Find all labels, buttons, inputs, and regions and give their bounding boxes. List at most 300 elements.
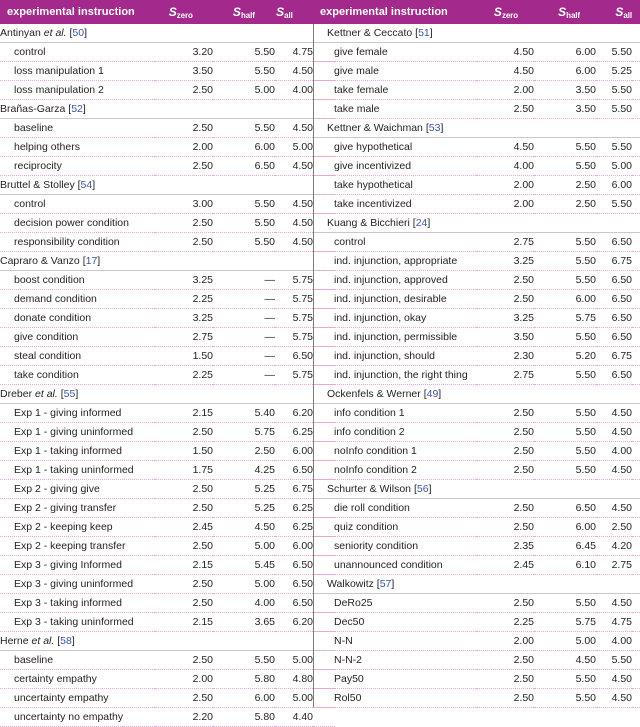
- study-group-row: [313, 575, 640, 594]
- instruction-label: donate condition: [0, 309, 155, 328]
- value-s-zero: 2.35: [476, 537, 534, 556]
- header-half-right: [313, 0, 640, 24]
- instruction-label: control: [0, 195, 155, 214]
- value-s-zero: 3.50: [476, 328, 534, 347]
- row-end-spacer: [632, 461, 640, 480]
- table-row: [313, 537, 640, 556]
- value-s-all: 5.50: [596, 651, 632, 670]
- value-s-all: 4.50: [275, 195, 313, 214]
- value-s-all: 6.50: [596, 233, 632, 252]
- value-s-zero: 3.25: [155, 271, 213, 290]
- value-s-zero: 2.50: [155, 233, 213, 252]
- value-s-zero: 2.50: [155, 499, 213, 518]
- value-s-all: 5.25: [596, 62, 632, 81]
- value-s-all: 4.50: [596, 423, 632, 442]
- study-name: Kettner & Ceccato: [327, 27, 416, 39]
- study-name: Antinyan: [0, 27, 44, 39]
- table-row: [313, 328, 640, 347]
- row-end-spacer: [632, 404, 640, 423]
- value-s-half: 2.50: [213, 442, 275, 461]
- value-s-half: 5.80: [213, 670, 275, 689]
- instruction-label: Exp 3 - giving uninformed: [0, 575, 155, 594]
- citation-number[interactable]: 53: [428, 122, 441, 134]
- value-s-half: 5.50: [213, 119, 275, 138]
- header-s-all-left-sub: all: [284, 11, 293, 20]
- value-s-half: 5.75: [534, 309, 596, 328]
- study-group-row: [0, 100, 335, 119]
- value-s-all: 4.50: [275, 62, 313, 81]
- row-end-spacer: [632, 233, 640, 252]
- study-group-label: [0, 100, 335, 119]
- study-group-row: [0, 176, 335, 195]
- value-s-zero: 2.50: [476, 689, 534, 708]
- table-row: [0, 499, 335, 518]
- citation-bracket-open: [: [60, 388, 64, 400]
- row-end-spacer: [632, 157, 640, 176]
- table-header-row: [0, 0, 640, 24]
- instruction-label: DeRo25: [313, 594, 476, 613]
- value-s-half: —: [213, 309, 275, 328]
- instruction-label: Exp 2 - keeping keep: [0, 518, 155, 537]
- table-row: [0, 461, 335, 480]
- study-group-label: [313, 575, 640, 594]
- value-s-all: 4.00: [596, 632, 632, 651]
- value-s-all: 5.50: [596, 138, 632, 157]
- citation-bracket-open: [: [82, 255, 86, 267]
- value-s-half: 5.50: [534, 157, 596, 176]
- value-s-half: 6.45: [534, 537, 596, 556]
- row-end-spacer: [632, 499, 640, 518]
- table-right: [313, 24, 640, 708]
- table-row: [0, 309, 335, 328]
- header-s-all-left-base: S: [276, 5, 285, 19]
- value-s-zero: 2.00: [476, 632, 534, 651]
- value-s-half: 4.00: [213, 594, 275, 613]
- value-s-zero: 2.20: [155, 708, 213, 727]
- value-s-all: 6.20: [275, 613, 313, 632]
- value-s-zero: 2.45: [155, 518, 213, 537]
- table-row: [313, 594, 640, 613]
- value-s-all: 4.00: [596, 442, 632, 461]
- value-s-all: 6.00: [596, 176, 632, 195]
- instruction-label: unannounced condition: [313, 556, 476, 575]
- table-row: [313, 62, 640, 81]
- value-s-all: 6.50: [275, 575, 313, 594]
- instruction-label: take hypothetical: [313, 176, 476, 195]
- study-group-label: [0, 24, 335, 43]
- header-s-zero-right-sub: zero: [501, 11, 518, 20]
- instruction-label: boost condition: [0, 271, 155, 290]
- study-group-label: [0, 176, 335, 195]
- value-s-all: 5.75: [275, 290, 313, 309]
- value-s-all: 6.75: [596, 252, 632, 271]
- study-name: Herne: [0, 635, 32, 647]
- table-row: [313, 366, 640, 385]
- study-group-label: [313, 214, 640, 233]
- value-s-zero: 2.50: [155, 119, 213, 138]
- value-s-half: 5.50: [534, 423, 596, 442]
- instruction-label: Exp 1 - taking uninformed: [0, 461, 155, 480]
- value-s-half: —: [213, 271, 275, 290]
- instruction-label: Exp 1 - giving informed: [0, 404, 155, 423]
- value-s-all: 4.50: [596, 461, 632, 480]
- instruction-label: reciprocity: [0, 157, 155, 176]
- value-s-all: 5.50: [596, 195, 632, 214]
- table-row: [0, 556, 335, 575]
- value-s-all: 6.50: [596, 366, 632, 385]
- table-row: [313, 423, 640, 442]
- instruction-label: give hypothetical: [313, 138, 476, 157]
- value-s-all: 4.40: [275, 708, 313, 727]
- value-s-zero: 4.50: [476, 43, 534, 62]
- table-row: [0, 138, 335, 157]
- value-s-zero: 2.00: [476, 81, 534, 100]
- table-row: [0, 670, 335, 689]
- value-s-all: 5.00: [275, 138, 313, 157]
- instruction-label: Exp 1 - giving uninformed: [0, 423, 155, 442]
- instruction-label: give female: [313, 43, 476, 62]
- value-s-half: 6.00: [534, 518, 596, 537]
- table-row: [313, 670, 640, 689]
- table-row: [313, 100, 640, 119]
- value-s-all: 4.75: [596, 613, 632, 632]
- value-s-half: 5.50: [534, 594, 596, 613]
- table-row: [313, 252, 640, 271]
- instruction-label: noInfo condition 1: [313, 442, 476, 461]
- table-row: [0, 404, 335, 423]
- citation-number[interactable]: 24: [415, 217, 428, 229]
- table-row: [313, 632, 640, 651]
- value-s-all: 6.25: [275, 518, 313, 537]
- instruction-label: take incentivized: [313, 195, 476, 214]
- value-s-zero: 2.00: [155, 670, 213, 689]
- instruction-label: helping others: [0, 138, 155, 157]
- value-s-half: 5.50: [534, 138, 596, 157]
- table-row: [313, 290, 640, 309]
- instruction-label: ind. injunction, desirable: [313, 290, 476, 309]
- value-s-half: 5.25: [213, 499, 275, 518]
- instruction-label: certainty empathy: [0, 670, 155, 689]
- value-s-all: 4.80: [275, 670, 313, 689]
- value-s-zero: 2.25: [476, 613, 534, 632]
- value-s-zero: 2.50: [155, 575, 213, 594]
- value-s-zero: 4.50: [476, 138, 534, 157]
- study-et-al: et al.: [43, 27, 67, 39]
- study-group-label: [313, 119, 640, 138]
- value-s-half: 5.00: [213, 537, 275, 556]
- study-group-label: [0, 632, 335, 651]
- citation-number[interactable]: 52: [71, 103, 83, 115]
- table-row: [313, 613, 640, 632]
- study-group-row: [0, 252, 335, 271]
- value-s-half: 6.50: [534, 499, 596, 518]
- value-s-half: 6.00: [534, 62, 596, 81]
- row-end-spacer: [632, 347, 640, 366]
- study-name: Kuang & Bicchieri: [327, 217, 413, 229]
- value-s-zero: 3.20: [155, 43, 213, 62]
- value-s-half: 2.50: [534, 176, 596, 195]
- value-s-half: 5.45: [213, 556, 275, 575]
- value-s-zero: 2.50: [155, 214, 213, 233]
- instruction-label: give condition: [0, 328, 155, 347]
- row-end-spacer: [632, 366, 640, 385]
- value-s-all: 2.75: [596, 556, 632, 575]
- value-s-zero: 2.25: [155, 290, 213, 309]
- instruction-label: ind. injunction, approved: [313, 271, 476, 290]
- value-s-half: 5.50: [534, 404, 596, 423]
- value-s-all: 6.00: [275, 537, 313, 556]
- header-s-all-left: [255, 5, 315, 19]
- citation-bracket-close: ]: [440, 122, 444, 134]
- header-s-all-right: [580, 5, 640, 19]
- value-s-all: 4.50: [596, 499, 632, 518]
- value-s-zero: 2.50: [476, 499, 534, 518]
- instruction-label: N-N-2: [313, 651, 476, 670]
- value-s-zero: 2.75: [155, 328, 213, 347]
- row-end-spacer: [632, 100, 640, 119]
- study-name: Capraro & Vanzo: [0, 255, 83, 267]
- value-s-zero: 4.50: [476, 62, 534, 81]
- value-s-half: —: [213, 290, 275, 309]
- table-column-right: [313, 24, 640, 727]
- row-end-spacer: [632, 176, 640, 195]
- study-group-label: [0, 385, 335, 404]
- value-s-zero: 2.50: [476, 442, 534, 461]
- study-group-row: [0, 24, 335, 43]
- instruction-label: Exp 2 - keeping transfer: [0, 537, 155, 556]
- table-row: [313, 556, 640, 575]
- table-row: [0, 366, 335, 385]
- value-s-zero: 2.00: [476, 195, 534, 214]
- value-s-all: 5.75: [275, 366, 313, 385]
- table-row: [313, 195, 640, 214]
- row-end-spacer: [632, 651, 640, 670]
- table-row: [313, 499, 640, 518]
- citation-number[interactable]: 49: [426, 388, 439, 400]
- header-half-left: [0, 0, 313, 24]
- value-s-zero: 3.25: [476, 252, 534, 271]
- citation-number[interactable]: 17: [85, 255, 98, 267]
- value-s-zero: 1.50: [155, 442, 213, 461]
- table-column-left: [0, 24, 313, 727]
- value-s-zero: 2.50: [155, 689, 213, 708]
- value-s-half: 3.65: [213, 613, 275, 632]
- value-s-all: 4.50: [275, 119, 313, 138]
- instruction-label: control: [313, 233, 476, 252]
- citation-bracket-close: ]: [82, 103, 86, 115]
- value-s-all: 5.75: [275, 309, 313, 328]
- value-s-half: 4.25: [213, 461, 275, 480]
- citation-bracket-open: [: [425, 122, 429, 134]
- value-s-half: 5.25: [213, 480, 275, 499]
- value-s-all: 6.50: [596, 290, 632, 309]
- value-s-all: 6.75: [275, 480, 313, 499]
- value-s-all: 6.50: [275, 347, 313, 366]
- table-row: [0, 271, 335, 290]
- study-group-row: [313, 24, 640, 43]
- row-end-spacer: [632, 271, 640, 290]
- instruction-label: ind. injunction, okay: [313, 309, 476, 328]
- value-s-zero: 2.75: [476, 366, 534, 385]
- row-end-spacer: [632, 309, 640, 328]
- value-s-zero: 2.50: [155, 157, 213, 176]
- value-s-half: 5.50: [534, 328, 596, 347]
- citation-bracket-open: [: [413, 483, 417, 495]
- table-row: [0, 157, 335, 176]
- value-s-all: 5.75: [275, 328, 313, 347]
- value-s-zero: 2.45: [476, 556, 534, 575]
- value-s-zero: 2.50: [155, 537, 213, 556]
- citation-number[interactable]: 56: [416, 483, 429, 495]
- instruction-label: Dec50: [313, 613, 476, 632]
- value-s-half: —: [213, 347, 275, 366]
- value-s-zero: 2.50: [476, 594, 534, 613]
- row-end-spacer: [632, 81, 640, 100]
- value-s-zero: 3.25: [476, 309, 534, 328]
- citation-bracket-close: ]: [84, 27, 87, 39]
- value-s-half: 5.50: [213, 43, 275, 62]
- instruction-label: ind. injunction, should: [313, 347, 476, 366]
- header-s-zero-left-base: S: [168, 5, 177, 19]
- study-group-row: [313, 480, 640, 499]
- instruction-label: decision power condition: [0, 214, 155, 233]
- value-s-zero: 2.00: [155, 138, 213, 157]
- value-s-zero: 2.15: [155, 556, 213, 575]
- row-end-spacer: [632, 442, 640, 461]
- citation-bracket-close: ]: [438, 388, 442, 400]
- table-row: [313, 347, 640, 366]
- study-name: Dreber: [0, 388, 36, 400]
- table-row: [313, 233, 640, 252]
- value-s-all: 4.50: [275, 214, 313, 233]
- table-row: [313, 81, 640, 100]
- instruction-label: take male: [313, 100, 476, 119]
- study-name: Kettner & Waichman: [327, 122, 426, 134]
- value-s-half: 5.50: [534, 271, 596, 290]
- table-row: [313, 309, 640, 328]
- instruction-label: give male: [313, 62, 476, 81]
- value-s-all: 6.20: [275, 404, 313, 423]
- table-row: [0, 347, 335, 366]
- value-s-half: 3.50: [534, 81, 596, 100]
- instruction-label: info condition 2: [313, 423, 476, 442]
- table-row: [0, 119, 335, 138]
- header-s-half-right-sub: half: [566, 11, 580, 20]
- value-s-all: 6.50: [596, 271, 632, 290]
- table-row: [0, 214, 335, 233]
- citation-bracket-open: [: [415, 27, 419, 39]
- study-name: Walkowitz: [327, 578, 377, 590]
- study-group-label: [313, 24, 640, 43]
- study-group-row: [0, 632, 335, 651]
- row-end-spacer: [632, 518, 640, 537]
- value-s-half: 5.50: [534, 461, 596, 480]
- table-row: [0, 708, 335, 727]
- citation-bracket-open: [: [69, 27, 73, 39]
- table-row: [0, 43, 335, 62]
- value-s-zero: 2.50: [155, 81, 213, 100]
- study-et-al: et al.: [31, 635, 55, 647]
- instruction-label: steal condition: [0, 347, 155, 366]
- study-name: Schurter & Wilson: [327, 483, 414, 495]
- value-s-half: —: [213, 366, 275, 385]
- table-row: [313, 651, 640, 670]
- value-s-all: 5.50: [596, 100, 632, 119]
- value-s-all: 5.75: [275, 271, 313, 290]
- study-et-al: et al.: [35, 388, 58, 400]
- value-s-zero: 2.50: [476, 423, 534, 442]
- value-s-zero: 2.25: [155, 366, 213, 385]
- table-row: [313, 157, 640, 176]
- table-body: [0, 24, 640, 727]
- header-s-all-right-sub: all: [623, 11, 632, 20]
- instruction-label: quiz condition: [313, 518, 476, 537]
- table-row: [313, 271, 640, 290]
- table-row: [313, 461, 640, 480]
- value-s-all: 4.20: [596, 537, 632, 556]
- value-s-half: 3.50: [534, 100, 596, 119]
- value-s-half: 4.50: [534, 651, 596, 670]
- value-s-half: 5.50: [213, 651, 275, 670]
- instruction-label: Exp 2 - giving transfer: [0, 499, 155, 518]
- value-s-zero: 1.75: [155, 461, 213, 480]
- instruction-label: noInfo condition 2: [313, 461, 476, 480]
- value-s-zero: 2.50: [476, 518, 534, 537]
- value-s-zero: 2.75: [476, 233, 534, 252]
- value-s-all: 4.50: [596, 670, 632, 689]
- row-end-spacer: [632, 537, 640, 556]
- row-end-spacer: [632, 290, 640, 309]
- value-s-zero: 2.50: [155, 423, 213, 442]
- value-s-half: 5.40: [213, 404, 275, 423]
- study-group-label: [0, 252, 335, 271]
- citation-number[interactable]: 57: [379, 578, 392, 590]
- study-group-row: [313, 119, 640, 138]
- table-row: [0, 594, 335, 613]
- value-s-zero: 1.50: [155, 347, 213, 366]
- row-end-spacer: [632, 62, 640, 81]
- value-s-zero: 2.30: [476, 347, 534, 366]
- value-s-all: 5.50: [596, 81, 632, 100]
- row-end-spacer: [632, 613, 640, 632]
- value-s-zero: 3.50: [155, 62, 213, 81]
- value-s-zero: 2.50: [476, 670, 534, 689]
- value-s-half: 5.50: [534, 366, 596, 385]
- table-row: [313, 138, 640, 157]
- citation-number[interactable]: 54: [80, 179, 93, 191]
- citation-number[interactable]: 58: [60, 635, 72, 647]
- citation-number[interactable]: 55: [63, 388, 76, 400]
- citation-bracket-open: [: [412, 217, 416, 229]
- value-s-all: 6.25: [275, 499, 313, 518]
- instruction-label: Pay50: [313, 670, 476, 689]
- citation-bracket-open: [: [423, 388, 427, 400]
- instruction-label: ind. injunction, the right thing: [313, 366, 476, 385]
- value-s-all: 2.50: [596, 518, 632, 537]
- table-row: [0, 233, 335, 252]
- instruction-label: baseline: [0, 651, 155, 670]
- value-s-all: 6.25: [275, 423, 313, 442]
- table-row: [313, 176, 640, 195]
- value-s-all: 4.75: [275, 43, 313, 62]
- value-s-half: 5.50: [213, 62, 275, 81]
- header-s-half-left-sub: half: [240, 11, 255, 20]
- table-row: [0, 328, 335, 347]
- citation-number[interactable]: 51: [418, 27, 430, 39]
- value-s-zero: 3.00: [155, 195, 213, 214]
- citation-number[interactable]: 50: [72, 27, 85, 39]
- citation-bracket-close: ]: [428, 483, 432, 495]
